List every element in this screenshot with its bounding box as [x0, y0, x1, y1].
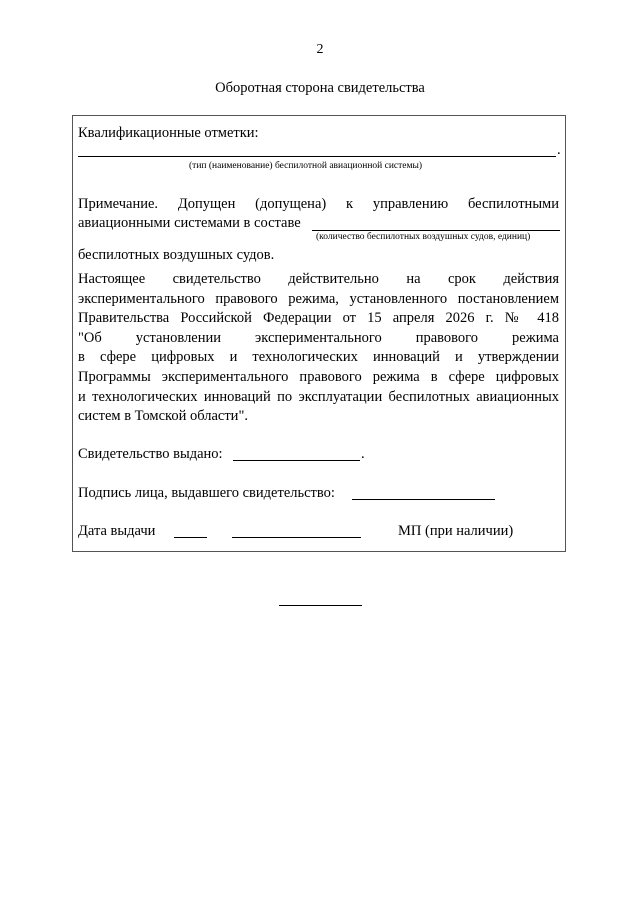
page-number: 2 — [316, 42, 324, 57]
issue-date-month-year-line[interactable] — [232, 537, 361, 538]
validity-line: "Об установлении экспериментального правового режима — [78, 329, 559, 346]
signature-line[interactable] — [352, 499, 495, 500]
qualification-line — [78, 156, 556, 157]
validity-line: Настоящее свидетельство действительно на срок действия — [78, 271, 559, 287]
validity-line: Правительства Российской Федерации от 15 апреля 2026 г. № 418 — [78, 310, 559, 327]
qualification-label: Квалификационные отметки: — [78, 125, 259, 141]
end-of-document-rule — [279, 605, 362, 606]
qualification-line-period: . — [557, 142, 561, 158]
aircraft-count-caption: (количество беспилотных воздушных судов, единиц) — [316, 232, 531, 242]
issued-to-period: . — [361, 446, 365, 462]
validity-line: систем в Томской области". — [78, 408, 248, 425]
note-line-1: Примечание. Допущен (допущена) к управлению беспилотными — [78, 196, 559, 212]
signature-label: Подпись лица, выдавшего свидетельство: — [78, 485, 335, 501]
note-line-3: беспилотных воздушных судов. — [78, 247, 275, 263]
issued-to-label: Свидетельство выдано: — [78, 446, 223, 462]
aircraft-count-line — [312, 230, 560, 231]
validity-line: в сфере цифровых и технологических инноваций и утверждении — [78, 349, 559, 366]
issued-to-line[interactable] — [233, 460, 360, 461]
validity-paragraph — [78, 270, 559, 427]
validity-line: экспериментального правового режима, установленного постановлением — [78, 290, 559, 307]
issue-date-day-line[interactable] — [174, 537, 207, 538]
note-line-2: авиационными системами в составе — [78, 215, 301, 231]
page-heading: Оборотная сторона свидетельства — [215, 80, 425, 96]
certificate-back-frame — [72, 115, 566, 552]
system-type-caption: (тип (наименование) беспилотной авиационной системы) — [189, 161, 423, 171]
seal-label: МП (при наличии) — [398, 523, 514, 539]
validity-line: и технологических инноваций по эксплуатации беспилотных авиационных — [78, 388, 559, 405]
validity-line: Программы экспериментального правового режима в сфере цифровых — [78, 368, 559, 385]
issue-date-label: Дата выдачи — [78, 523, 156, 539]
